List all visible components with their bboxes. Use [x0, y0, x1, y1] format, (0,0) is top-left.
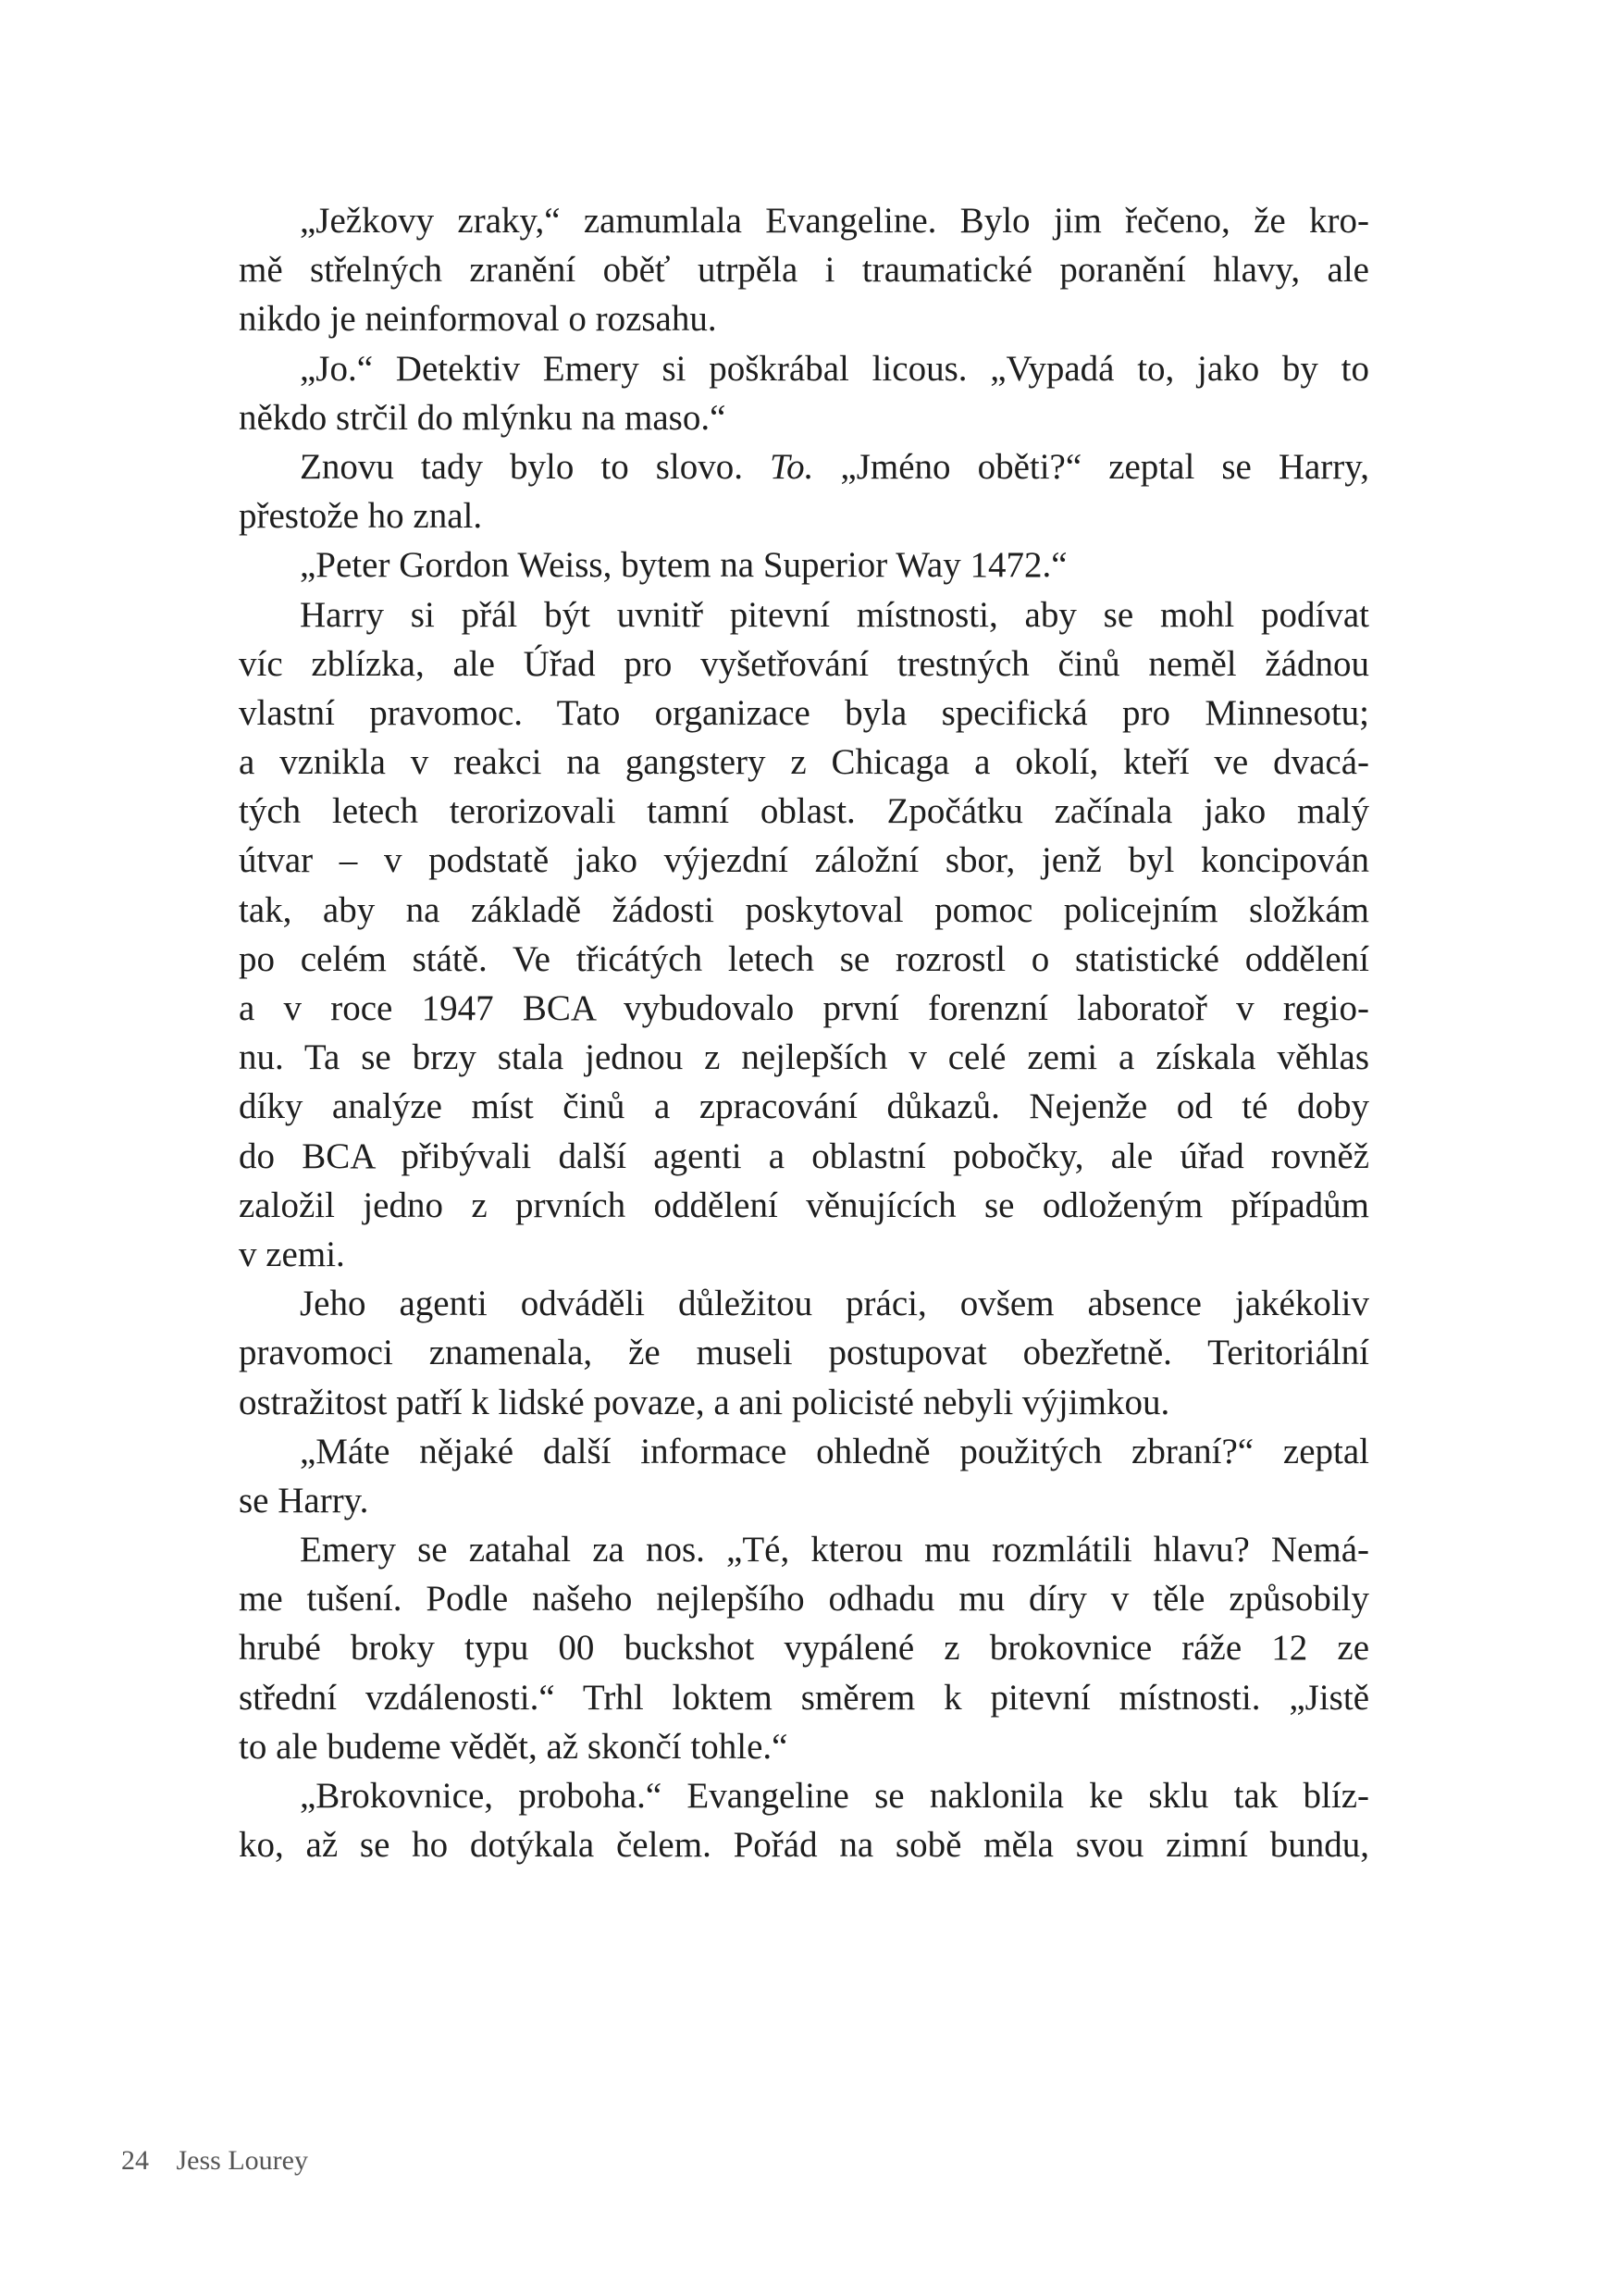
text-line: útvar – v podstatě jako výjezdní záložní sbor, jenž byl koncipován	[239, 840, 1369, 881]
text-line: tých letech terorizovali tamní oblast. Zpočátku začínala jako malý	[239, 791, 1369, 832]
text-line: přestože ho znal.	[239, 496, 483, 537]
text-line: střední vzdálenosti.“ Trhl loktem směrem k pitevní místnosti. „Jistě	[239, 1677, 1369, 1718]
page-footer	[121, 2145, 308, 2177]
text-line: nikdo je neinformoval o rozsahu.	[239, 299, 717, 340]
text-line: díky analýze míst činů a zpracování důkazů. Nejenže od té doby	[239, 1086, 1369, 1127]
text-line: do BCA přibývali další agenti a oblastní pobočky, ale úřad rovněž	[239, 1136, 1369, 1176]
text-line: vlastní pravomoc. Tato organizace byla specifická pro Minnesotu;	[239, 692, 1369, 733]
text-line: „Máte nějaké další informace ohledně použitých zbraní?“ zeptal	[300, 1431, 1369, 1471]
text-line: se Harry.	[239, 1480, 369, 1520]
text-line: tak, aby na základě žádosti poskytoval pomoc policejním složkám	[239, 889, 1369, 930]
text-line: Emery se zatahal za nos. „Té, kterou mu rozmlátili hlavu? Nemá-	[300, 1530, 1369, 1570]
body-text	[239, 196, 1369, 1869]
text-line	[239, 442, 1369, 491]
text-line: mě střelných zranění oběť utrpěla i traumatické poranění hlavy, ale	[239, 250, 1369, 291]
text-line: Jeho agenti odváděli důležitou práci, ovšem absence jakékoliv	[300, 1284, 1369, 1324]
text-line: „Peter Gordon Weiss, bytem na Superior Way 1472.“	[300, 545, 1068, 586]
text-line: „Jo.“ Detektiv Emery si poškrábal licous. „Vypadá to, jako by to	[300, 348, 1369, 389]
text-line: „Brokovnice, proboha.“ Evangeline se naklonila ke sklu tak blíz-	[300, 1776, 1369, 1816]
text-run: Znovu tady bylo to slovo.	[300, 446, 771, 487]
text-line: někdo strčil do mlýnku na maso.“	[239, 397, 726, 438]
text-line: me tušení. Podle našeho nejlepšího odhadu mu díry v těle způsobily	[239, 1579, 1369, 1620]
text-line: „Ježkovy zraky,“ zamumlala Evangeline. Bylo jim řečeno, že kro-	[300, 201, 1369, 241]
text-run: „Jméno oběti?“ zeptal se Harry,	[813, 446, 1369, 487]
text-line: nu. Ta se brzy stala jednou z nejlepších v celé zemi a získala věhlas	[239, 1037, 1369, 1078]
text-line: hrubé broky typu 00 buckshot vypálené z brokovnice ráže 12 ze	[239, 1628, 1369, 1669]
text-line: ostražitost patří k lidské povaze, a ani policisté nebyli výjimkou.	[239, 1382, 1170, 1422]
text-line: a vznikla v reakci na gangstery z Chicaga a okolí, kteří ve dvacá-	[239, 742, 1369, 783]
text-line: a v roce 1947 BCA vybudovalo první forenzní laboratoř v regio-	[239, 988, 1369, 1028]
text-line: v zemi.	[239, 1234, 345, 1274]
running-footer-author: Jess Lourey	[176, 2145, 308, 2176]
text-line: víc zblízka, ale Úřad pro vyšetřování trestných činů neměl žádnou	[239, 643, 1369, 684]
text-line: to ale budeme vědět, až skončí tohle.“	[239, 1726, 788, 1767]
italic-word: To.	[770, 446, 814, 487]
page-number: 24	[121, 2145, 149, 2176]
text-line: ko, až se ho dotýkala čelem. Pořád na sobě měla svou zimní bundu,	[239, 1825, 1369, 1866]
text-line: pravomoci znamenala, že museli postupovat obezřetně. Teritoriální	[239, 1333, 1369, 1373]
text-line: Harry si přál být uvnitř pitevní místnosti, aby se mohl podívat	[300, 594, 1369, 635]
text-line: založil jedno z prvních oddělení věnujících se odloženým případům	[239, 1185, 1369, 1225]
text-line: po celém státě. Ve třicátých letech se rozrostl o statistické oddělení	[239, 938, 1369, 979]
